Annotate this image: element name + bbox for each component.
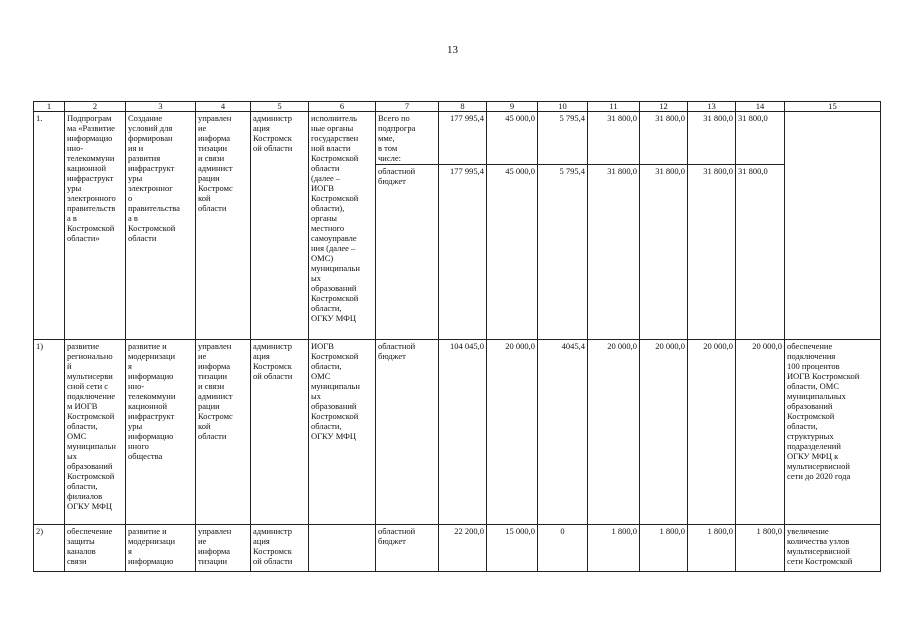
funding-source: Всего по подпрогра мме, в том числе: [376, 112, 439, 165]
coordinator: управлен ие информа тизации и связи админист рации Костромс кой области [196, 112, 251, 340]
funding-source: областной бюджет [376, 525, 439, 572]
executors [309, 525, 376, 572]
header-cell: 4 [196, 102, 251, 112]
row-number: 2) [34, 525, 65, 572]
header-cell: 14 [736, 102, 785, 112]
value-cell: 20 000,0 [487, 340, 538, 525]
header-cell: 13 [688, 102, 736, 112]
header-cell: 12 [640, 102, 688, 112]
value-cell: 31 800,0 [640, 112, 688, 165]
measure-goal: развитие и модернизаци я информацио [126, 525, 196, 572]
value-cell: 1 800,0 [688, 525, 736, 572]
header-row [34, 102, 881, 112]
value-cell: 104 045,0 [439, 340, 487, 525]
value-cell: 31 800,0 [640, 165, 688, 340]
executors: ИОГВ Костромской области, ОМС муниципальн ых образований Костромской области, ОГКУ МФЦ [309, 340, 376, 525]
header-cell: 1 [34, 102, 65, 112]
value-cell: 31 800,0 [736, 112, 785, 165]
row-number: 1) [34, 340, 65, 525]
program-table [33, 101, 881, 572]
value-cell: 20 000,0 [736, 340, 785, 525]
value-cell: 20 000,0 [640, 340, 688, 525]
value-cell: 4045,4 [538, 340, 588, 525]
header-cell: 8 [439, 102, 487, 112]
value-cell: 5 795,4 [538, 165, 588, 340]
measure-name: развитие регионально й мультисерви сной сети с подключение м ИОГВ Костромской области, ОМС муниципальн ых образований Костромской области, филиалов ОГКУ МФЦ [65, 340, 126, 525]
executors: исполнитель ные органы государствен ной власти Костромской области (далее – ИОГВ Костромской области), органы местного самоуправле ния (далее – ОМС) муниципальн ых образований Костромской области, ОГКУ МФЦ [309, 112, 376, 340]
value-cell: 1 800,0 [640, 525, 688, 572]
measure-goal: Создание условий для формирован ия и развития инфраструкт уры электронног о правительства а в Костромской области [126, 112, 196, 340]
header-cell: 2 [65, 102, 126, 112]
administrator: администр ация Костромск ой области [251, 340, 309, 525]
value-cell: 20 000,0 [688, 340, 736, 525]
value-cell: 5 795,4 [538, 112, 588, 165]
header-cell: 11 [588, 102, 640, 112]
value-cell: 31 800,0 [588, 165, 640, 340]
coordinator: управлен ие информа тизации [196, 525, 251, 572]
table-row [34, 112, 881, 165]
value-cell: 31 800,0 [736, 165, 785, 340]
administrator: администр ация Костромск ой области [251, 112, 309, 340]
funding-source: областной бюджет [376, 165, 439, 340]
value-cell: 1 800,0 [736, 525, 785, 572]
value-cell: 45 000,0 [487, 112, 538, 165]
value-cell: 20 000,0 [588, 340, 640, 525]
coordinator: управлен ие информа тизации и связи админист рации Костромс кой области [196, 340, 251, 525]
measure-goal: развитие и модернизаци я информацио нно- телекоммуни кационной инфраструкт уры информацио нного общества [126, 340, 196, 525]
value-cell: 15 000,0 [487, 525, 538, 572]
result-cell: увеличение количества узлов мультисервисной сети Костромской [785, 525, 881, 572]
value-cell: 31 800,0 [688, 165, 736, 340]
page-number: 13 [447, 44, 458, 56]
header-cell: 15 [785, 102, 881, 112]
row-number: 1. [34, 112, 65, 340]
header-cell: 7 [376, 102, 439, 112]
header-cell: 9 [487, 102, 538, 112]
value-cell: 45 000,0 [487, 165, 538, 340]
result-cell: обеспечение подключения 100 процентов ИОГВ Костромской области, ОМС муниципальных образований Костромской области, структурных подразделений ОГКУ МФЦ к мультисервисной сети до 2020 года [785, 340, 881, 525]
funding-source: областной бюджет [376, 340, 439, 525]
result-cell [785, 112, 881, 340]
administrator: администр ация Костромск ой области [251, 525, 309, 572]
table-row [34, 525, 881, 572]
value-cell: 1 800,0 [588, 525, 640, 572]
header-cell: 10 [538, 102, 588, 112]
header-cell: 6 [309, 102, 376, 112]
value-cell: 177 995,4 [439, 165, 487, 340]
header-cell: 3 [126, 102, 196, 112]
measure-name: Подпрограм ма «Развитие информацио нно- телекоммуни кационной инфраструкт уры электронного правительств а в Костромской области» [65, 112, 126, 340]
value-cell: 31 800,0 [588, 112, 640, 165]
header-cell: 5 [251, 102, 309, 112]
table-row [34, 340, 881, 525]
value-cell: 22 200,0 [439, 525, 487, 572]
value-cell: 177 995,4 [439, 112, 487, 165]
measure-name: обеспечение защиты каналов связи [65, 525, 126, 572]
value-cell: 31 800,0 [688, 112, 736, 165]
value-cell: 0 [538, 525, 588, 572]
